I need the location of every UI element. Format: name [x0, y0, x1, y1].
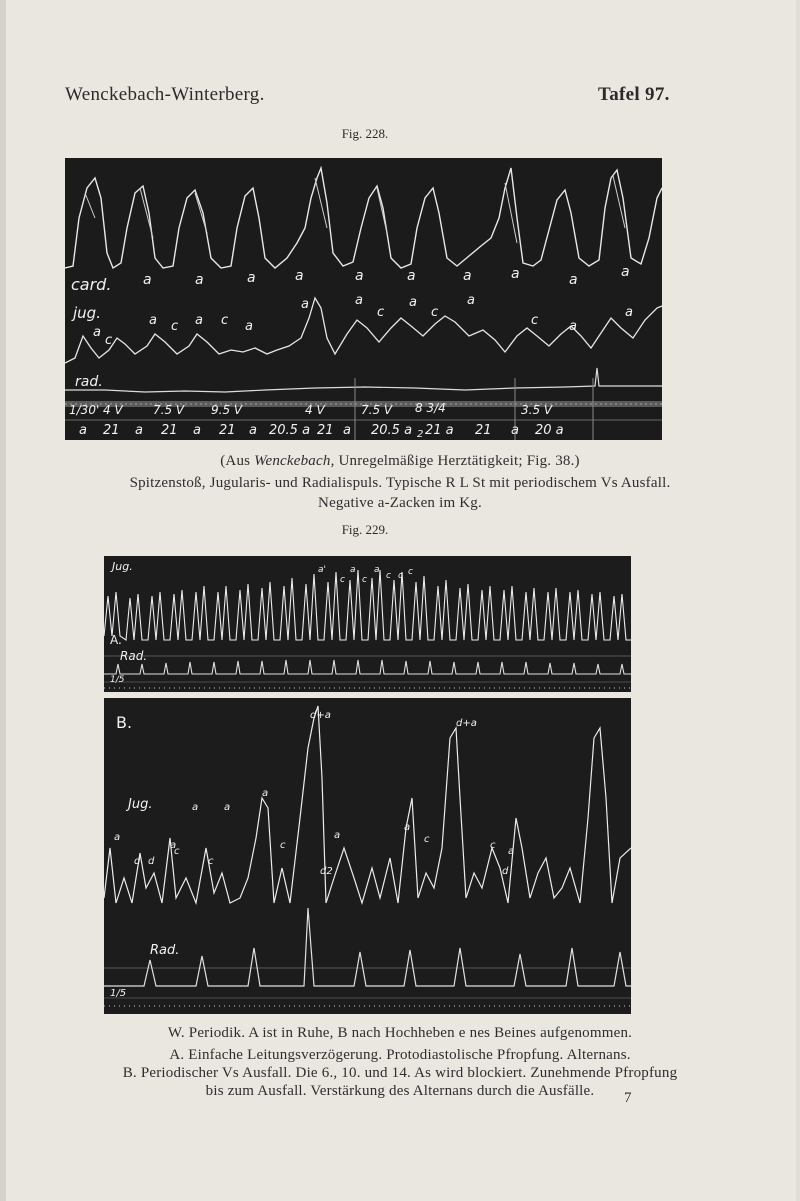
card-a-2: a: [195, 272, 204, 288]
card-label: card.: [71, 275, 112, 294]
card-a-3: a: [247, 270, 256, 286]
running-head-plate: Tafel 97.: [598, 84, 670, 105]
figure-228-caption-line2: Negative a-Zacken im Kg.: [318, 495, 482, 511]
page-edge: [0, 0, 6, 1201]
panel-b-lbl-13: c: [490, 840, 496, 851]
source-prefix: (Aus: [220, 453, 255, 469]
figure-229-caption-line3: B. Periodischer Vs Ausfall. Die 6., 10. und 14. As wird blockiert. Zunehmende Pfropfung: [122, 1065, 678, 1081]
panel-a-lbl-8: c: [408, 567, 413, 577]
timing-top-6: 8 3/4: [415, 401, 446, 415]
panel-a-lbl-7: c: [398, 571, 403, 581]
timing-bot-14: 21: [475, 423, 492, 438]
panel-b-lbl-8: c: [174, 846, 180, 857]
running-head-authors: Wenckebach-Winterberg.: [65, 84, 265, 105]
figure-228-source: [60, 452, 740, 471]
panel-b-lbl-4: a: [224, 802, 231, 813]
source-rest: Unregelmäßige Herztätigkeit; Fig. 38.): [334, 453, 580, 469]
figure-228-caption-line1: Spitzenstoß, Jugularis- und Radialispuls. Typische R L St mit periodischem Vs Ausfall.: [129, 475, 671, 491]
timing-bot-2: 21: [103, 423, 120, 438]
timing-bot-7: a: [249, 423, 257, 438]
source-author: Wenckebach,: [254, 453, 335, 469]
panel-b-lbl-19: d: [502, 866, 509, 877]
panel-b-lbl-18: d2: [320, 866, 333, 877]
jug-lbl-15: a: [569, 319, 577, 334]
figure-228-label: Fig. 228.: [341, 126, 389, 141]
jug-lbl-8: a: [301, 297, 309, 312]
panel-b-lbl-7: a: [170, 840, 177, 851]
card-a-9: a: [569, 272, 578, 288]
timing-bot-8: 20.5 a: [269, 423, 311, 438]
card-a-1: a: [143, 272, 152, 288]
timing-bot-4: 21: [161, 423, 178, 438]
panel-a-lbl-6: c: [386, 571, 391, 581]
jug-lbl-4: c: [171, 319, 179, 334]
panel-a-rad-label: Rad.: [120, 649, 148, 663]
panel-b-lbl-1: d+a: [310, 710, 331, 721]
panel-a-lbl-5: a: [374, 565, 380, 575]
panel-b-lbl-2: d+a: [456, 718, 477, 729]
card-a-10: a: [621, 264, 630, 280]
jug-lbl-11: c: [431, 305, 439, 320]
timing-top-4: 4 V: [305, 403, 325, 417]
figure-229-label: Fig. 229.: [341, 522, 389, 537]
panel-b-lbl-5: a: [262, 788, 269, 799]
jug-lbl-2: c: [105, 333, 113, 348]
jug-lbl-12: a: [409, 295, 417, 310]
timing-bot-10: a: [343, 423, 351, 438]
panel-b-lbl-10: a: [404, 822, 411, 833]
card-a-5: a: [355, 268, 364, 284]
card-a-7: a: [463, 268, 472, 284]
panel-b-lbl-9: a: [334, 830, 341, 841]
timing-bot-5: a: [193, 423, 201, 438]
panel-a-jug-label: Jug.: [112, 560, 133, 573]
panel-b-rad-label: Rad.: [150, 943, 180, 958]
panel-b-lbl-14: c: [208, 856, 214, 867]
panel-b-lbl-16: d: [148, 856, 155, 867]
timing-bot-13: 21 a: [425, 423, 454, 438]
page-number: 7: [624, 1090, 632, 1106]
timing-top-7: 3.5 V: [521, 403, 553, 417]
jug-lbl-6: c: [221, 313, 229, 328]
timing-top-1: 1/30' 4 V: [69, 403, 123, 417]
timing-bot-3: a: [135, 423, 143, 438]
timing-top-5: 7.5 V: [361, 403, 393, 417]
timing-bot-6: 21: [219, 423, 236, 438]
card-a-4: a: [295, 268, 304, 284]
panel-b-lbl-11: c: [280, 840, 286, 851]
panel-a-lbl-1: a': [318, 565, 326, 575]
jug-lbl-14: c: [531, 313, 539, 328]
panel-b-time-label: 1/5: [110, 988, 127, 999]
card-a-8: a: [511, 266, 520, 282]
timing-bot-12: 2: [417, 429, 424, 440]
panel-a-lbl-3: a: [350, 565, 356, 575]
figure-228-tracing: [65, 158, 662, 440]
timing-top-3: 9.5 V: [211, 403, 243, 417]
panel-a-lbl-4: c: [362, 575, 367, 585]
panel-b-jug-label: Jug.: [128, 797, 153, 812]
timing-bot-15: a: [511, 423, 519, 438]
figure-229-panel-b: [104, 698, 631, 1014]
timing-top-2: 7.5 V: [153, 403, 185, 417]
panel-b-letter: B.: [116, 713, 133, 732]
figure-229-panel-a: [104, 556, 631, 692]
card-a-6: a: [407, 268, 416, 284]
panel-b-lbl-6: a: [114, 832, 121, 843]
panel-a-letter: A.: [110, 633, 122, 647]
panel-b-lbl-3: a: [192, 802, 199, 813]
jug-lbl-7: a: [245, 319, 253, 334]
panel-b-lbl-17: a: [508, 846, 515, 857]
panel-b-lbl-12: c: [424, 834, 430, 845]
rad-label: rad.: [75, 374, 103, 390]
figure-229-caption-line2: A. Einfache Leitungsverzögerung. Protodiastolische Pfropfung. Alternans.: [169, 1047, 631, 1063]
timing-bot-1: a: [79, 423, 87, 438]
jug-lbl-5: a: [195, 313, 203, 328]
panel-a-time-label: 1/5: [110, 675, 125, 685]
timing-bot-9: 21: [317, 423, 334, 438]
figure-229-caption-line4: bis zum Ausfall. Verstärkung des Alternans durch die Ausfälle.: [205, 1083, 595, 1099]
panel-b-lbl-15: d: [134, 856, 141, 867]
jug-lbl-16: a: [625, 305, 633, 320]
jug-lbl-9: a: [355, 293, 363, 308]
jug-lbl-10: c: [377, 305, 385, 320]
page-edge-right: [796, 0, 800, 1201]
panel-a-lbl-2: c: [340, 575, 345, 585]
jug-label: jug.: [73, 304, 101, 322]
jug-lbl-13: a: [467, 293, 475, 308]
timing-bot-16: 20 a: [535, 423, 564, 438]
jug-lbl-3: a: [149, 313, 157, 328]
timing-bot-11: 20.5 a: [371, 423, 413, 438]
jug-lbl-1: a: [93, 325, 101, 340]
figure-229-caption-line1: W. Periodik. A ist in Ruhe, B nach Hochheben e nes Beines aufgenommen.: [167, 1025, 633, 1041]
